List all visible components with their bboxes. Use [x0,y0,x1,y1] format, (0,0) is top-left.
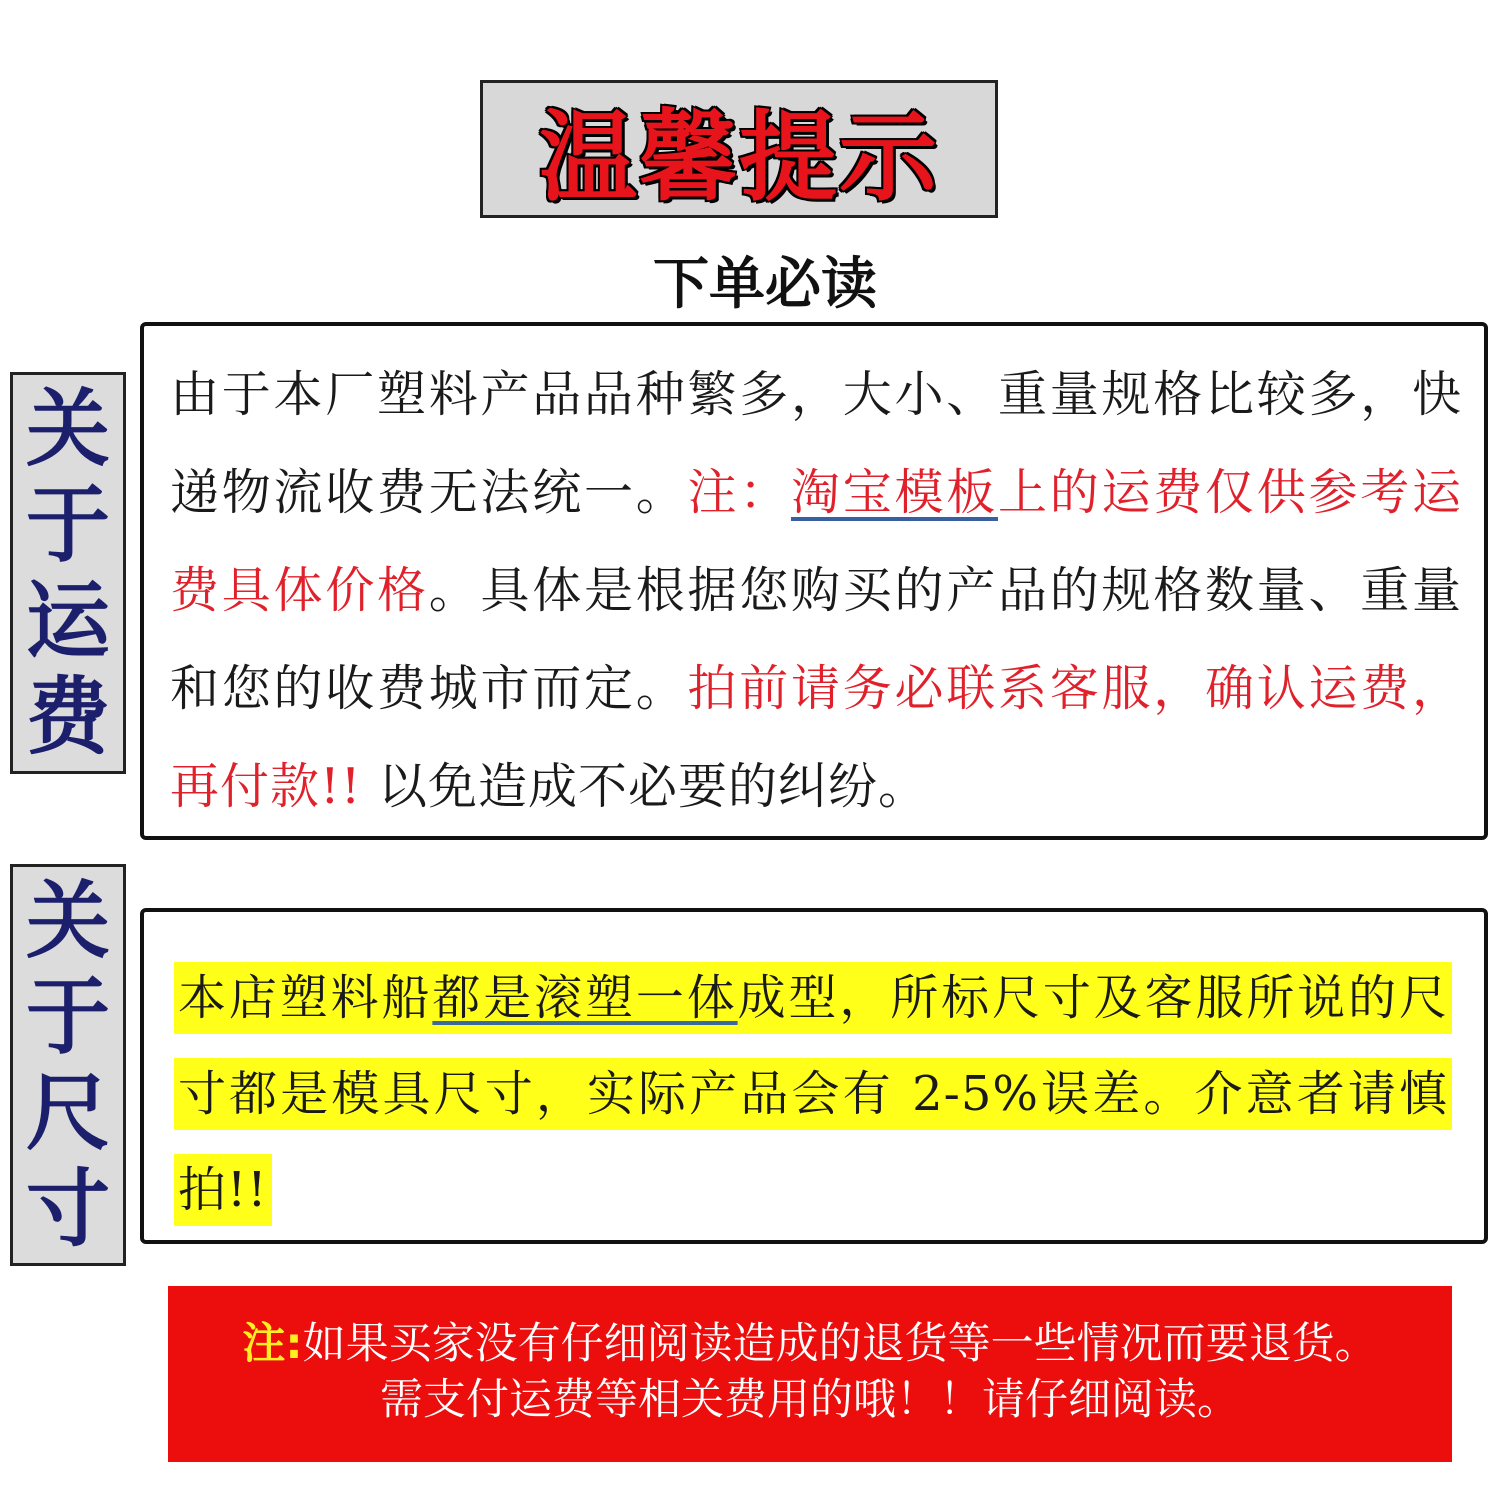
notice-line-1-text: 如果买家没有仔细阅读造成的退货等一些情况而要退货。 [302,1319,1378,1369]
size-paragraph [174,950,1452,1238]
size-intro: 本店塑料船 [178,970,433,1026]
size-side-char: 尺 [25,1064,110,1162]
shipping-side-label [10,372,126,774]
shipping-detail-text: 。具体是根据您购买的产品的规格数量、重量和您的收费城市而定。 [170,562,1462,717]
title-banner [480,80,998,218]
return-notice-banner [168,1286,1452,1462]
rotomolded-text: 都是滚塑一体 [432,970,738,1026]
shipping-side-char: 运 [25,572,110,670]
size-side-char: 于 [25,968,110,1066]
shipping-warning-text: 拍前请务必联系客服，确认运费，再付款!! [170,660,1462,815]
size-side-label [10,864,126,1266]
page-title: 温馨提示 [538,100,939,215]
shipping-reference-text: 上的运费仅供参考运费具体价格 [170,464,1462,619]
notice-line-1 [168,1316,1452,1372]
shipping-side-char: 关 [25,380,110,478]
size-detail-text: 成型，所标尺寸及客服所说的尺寸都是模具尺寸，实际产品会有 2-5%误差。介意者请慎拍!! [178,970,1448,1218]
notice-label: 注: [242,1319,303,1369]
shipping-note-label: 注： [687,464,791,521]
size-side-char: 寸 [25,1160,110,1258]
subtitle: 下单必读 [653,252,877,317]
shipping-side-char: 于 [25,476,110,574]
shipping-side-char: 费 [25,668,110,766]
taobao-template-text: 淘宝模板 [790,464,998,521]
shipping-info-box [140,322,1488,840]
size-side-char: 关 [25,872,110,970]
shipping-intro: 由于本厂塑料产品品种繁多，大小、重量规格比较多，快递物流收费无法统一。 [170,366,1462,521]
size-info-box [140,908,1488,1244]
shipping-closing-text: 以免造成不必要的纠纷。 [361,758,928,815]
shipping-paragraph [170,346,1462,836]
notice-line-2: 需支付运费等相关费用的哦！！请仔细阅读。 [380,1375,1240,1425]
